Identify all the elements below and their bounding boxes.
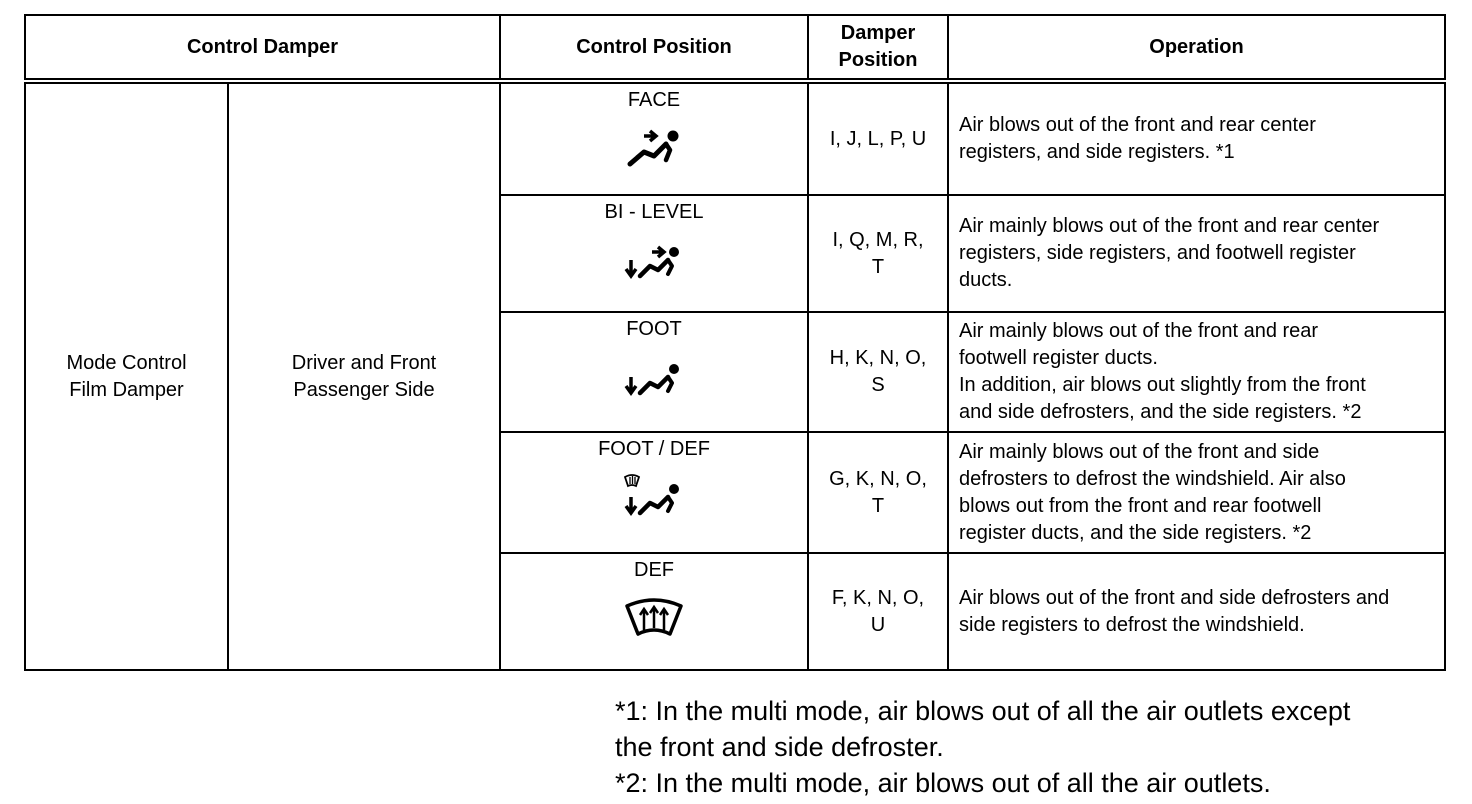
position-cell-foot [500, 312, 808, 432]
def-mode-icon [622, 594, 686, 646]
position-label: DEF [634, 559, 674, 581]
damper-name-cell [25, 81, 228, 670]
damper-name-line1: Mode Control [66, 351, 187, 374]
damper-position-line1: I, Q, M, R, [832, 228, 924, 251]
operation-cell [948, 195, 1445, 312]
damper-position-line2: T [871, 494, 885, 517]
side-line1: Driver and Front [291, 351, 437, 374]
header-damper-position-line2: Position [838, 49, 918, 71]
damper-position-line2: U [870, 613, 886, 636]
operation-line: ducts. [959, 269, 1013, 291]
position-cell-def [500, 553, 808, 670]
side-cell [228, 81, 500, 670]
header-damper-position [808, 15, 948, 81]
operation-cell [948, 553, 1445, 670]
table-header-row [25, 15, 1445, 81]
header-control-position: Control Position [500, 15, 808, 81]
header-operation: Operation [948, 15, 1445, 81]
footnote-1-line2: the front and side defroster. [615, 732, 944, 762]
operation-line: In addition, air blows out slightly from the front [959, 374, 1366, 396]
damper-position-cell [808, 81, 948, 195]
operation-line: and side defrosters, and the side registers. *2 [959, 401, 1362, 423]
face-mode-icon [622, 120, 686, 172]
foot-def-mode-icon [622, 471, 686, 523]
operation-cell [948, 432, 1445, 553]
header-damper-position-line1: Damper [840, 22, 916, 44]
operation-line: defrosters to defrost the windshield. Air also [959, 467, 1346, 490]
side-line2: Passenger Side [293, 378, 435, 401]
operation-line: Air mainly blows out of the front and rear center [959, 215, 1380, 237]
position-label: BI - LEVEL [604, 201, 704, 223]
damper-operation-table [24, 14, 1446, 671]
damper-position-line1: I, J, L, P, U [829, 127, 927, 150]
damper-position-cell [808, 432, 948, 553]
damper-position-line2: T [871, 255, 885, 278]
footnotes [615, 693, 1465, 801]
footnote-2: *2: In the multi mode, air blows out of all the air outlets. [615, 768, 1271, 798]
operation-line: register ducts, and the side registers. *2 [959, 521, 1312, 544]
position-cell-bi-level [500, 195, 808, 312]
position-label: FACE [627, 89, 681, 111]
damper-position-line1: F, K, N, O, [831, 586, 925, 609]
damper-position-line1: G, K, N, O, [829, 467, 927, 490]
position-label: FOOT [626, 318, 682, 340]
operation-line: Air blows out of the front and side defrosters and [959, 586, 1390, 609]
damper-position-line1: H, K, N, O, [829, 347, 927, 369]
operation-line: Air mainly blows out of the front and rear [959, 320, 1319, 342]
footnote-1-line1: *1: In the multi mode, air blows out of all the air outlets except [615, 696, 1351, 726]
damper-name-line2: Film Damper [69, 378, 184, 401]
bi-level-mode-icon [622, 238, 686, 290]
header-control-damper: Control Damper [25, 15, 500, 81]
operation-cell [948, 81, 1445, 195]
operation-line: side registers to defrost the windshield. [959, 613, 1305, 636]
position-cell-foot-def [500, 432, 808, 553]
operation-cell [948, 312, 1445, 432]
operation-line: footwell register ducts. [959, 347, 1158, 369]
damper-position-line2: S [871, 374, 885, 396]
position-cell-face [500, 81, 808, 195]
foot-mode-icon [622, 355, 686, 407]
table-row [25, 81, 1445, 195]
operation-line: Air mainly blows out of the front and side [959, 440, 1320, 463]
operation-line: registers, and side registers. *1 [959, 141, 1235, 163]
damper-position-cell [808, 195, 948, 312]
operation-line: Air blows out of the front and rear center [959, 114, 1316, 136]
position-label: FOOT / DEF [598, 438, 710, 460]
operation-line: registers, side registers, and footwell register [959, 242, 1356, 264]
damper-position-cell [808, 312, 948, 432]
damper-position-cell [808, 553, 948, 670]
operation-line: blows out from the front and rear footwell [959, 494, 1322, 517]
